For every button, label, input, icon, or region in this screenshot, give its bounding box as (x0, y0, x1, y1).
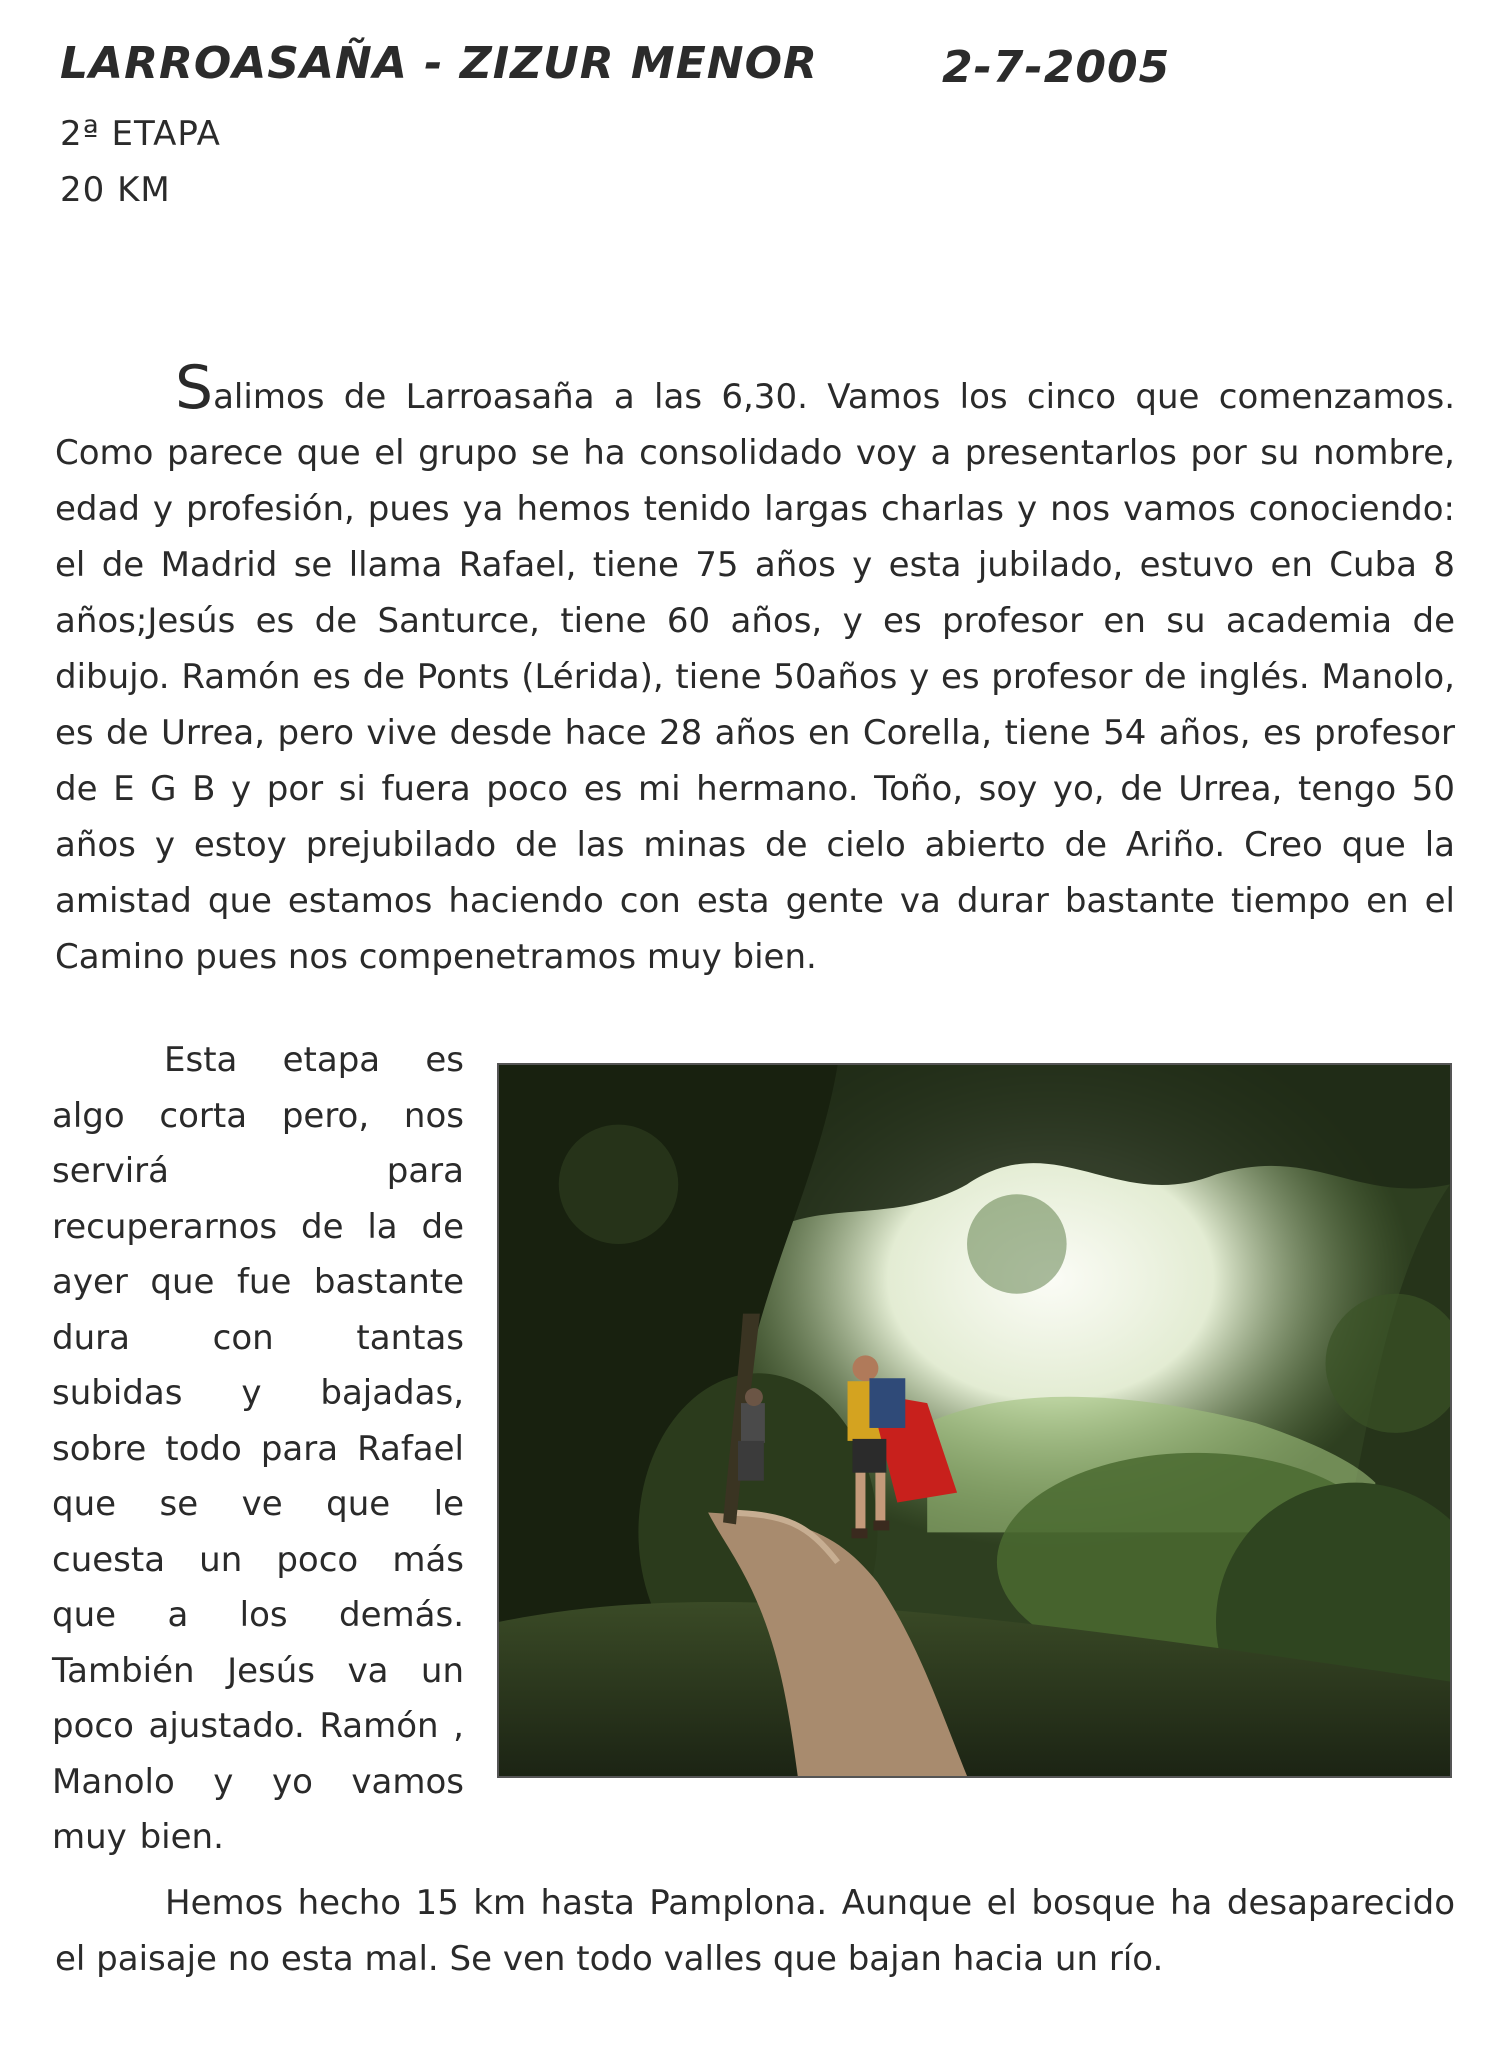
paragraph-pamplona: Hemos hecho 15 km hasta Pamplona. Aunque el bosque ha desaparecido el paisaje no esta mal. Se ven todo valles que bajan hacia un río. (55, 1883, 1455, 1979)
stage-label: 2ª ETAPA (60, 114, 221, 154)
forest-path-illustration (499, 1065, 1450, 1776)
paragraph-intro-text: alimos de Larroasaña a las 6,30. Vamos los cinco que comenzamos. Como parece que el grupo se ha consolidado voy a presentarlos por su nombre, edad y profesión, pues ya hemos tenido largas charlas y nos vamos conociendo: el de Madrid se llama Rafael, tiene 75 años y esta jubilado, estuvo en Cuba 8 años;Jesús es de Santurce, tiene 60 años, y es profesor en su academia de dibujo. Ramón es de Ponts (Lérida), tiene 50años y es profesor de inglés. Manolo, es de Urrea, pero vive desde hace 28 años en Corella, tiene 54 años, es profesor de E G B y por si fuera poco es mi hermano. Toño, soy yo, de Urrea, tengo 50 años y estoy prejubilado de las minas de cielo abierto de Ariño. Creo que la amistad que estamos haciendo con esta gente va durar bastante tiempo en el Camino pues nos compenetramos muy bien. (55, 377, 1455, 977)
route-date: 2-7-2005 (942, 42, 1171, 93)
paragraph-stage: Esta etapa es algo corta pero, nos servirá para recuperarnos de la de ayer que fue bastante dura con tantas subidas y bajadas, sobre todo para Rafael que se ve que le cuesta un poco más que a los demás. También Jesús va un poco ajustado. Ramón , Manolo y yo vamos muy bien. (52, 1040, 464, 1857)
drop-cap: S (175, 353, 214, 423)
route-title: LARROASAÑA - ZIZUR MENOR (60, 38, 818, 89)
distance-label: 20 KM (60, 170, 171, 210)
forest-path-photo (497, 1063, 1452, 1778)
paragraph-intro (55, 353, 1455, 985)
